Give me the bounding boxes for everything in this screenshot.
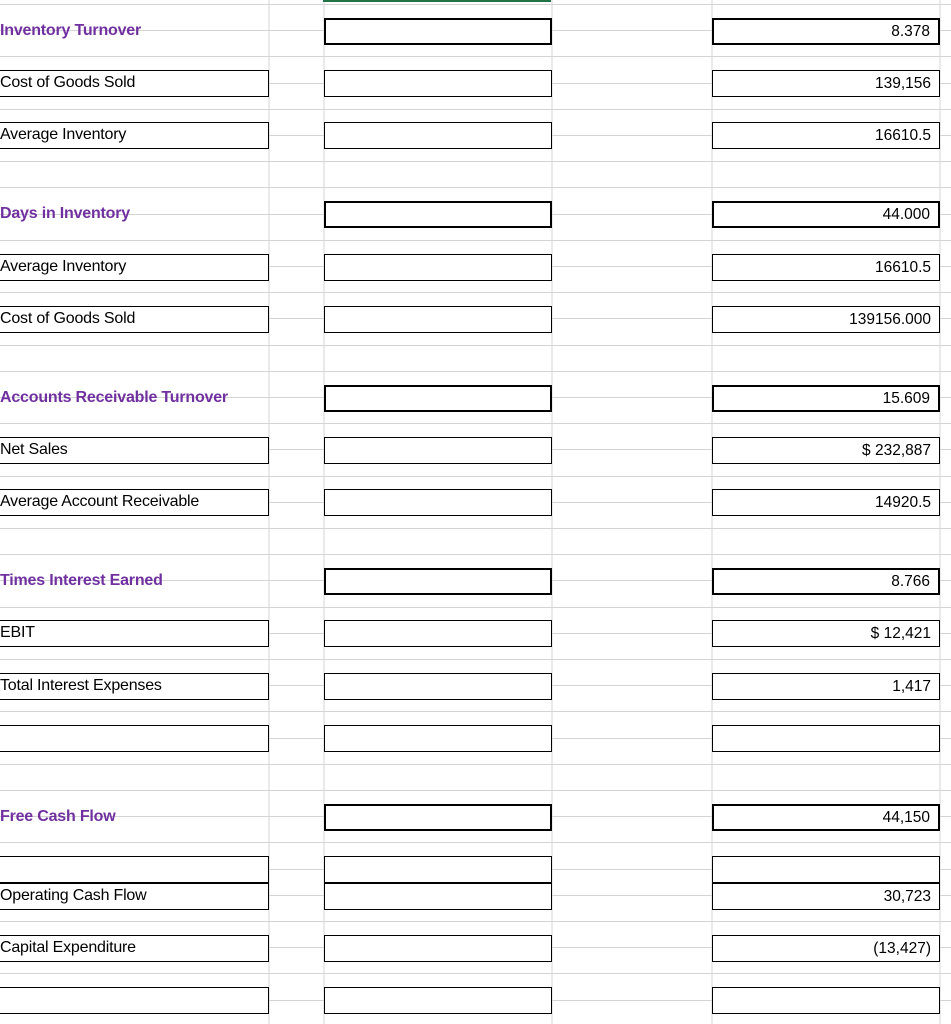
- value-text: 16610.5: [874, 258, 931, 276]
- value-text: $ 12,421: [870, 624, 931, 642]
- section-heading-label: Free Cash Flow: [0, 808, 116, 825]
- value-cell[interactable]: [712, 725, 940, 752]
- input-cell[interactable]: [324, 385, 552, 412]
- row-label: Total Interest Expenses: [0, 677, 162, 694]
- value-cell[interactable]: [712, 673, 940, 700]
- row-label: Capital Expenditure: [0, 939, 136, 956]
- input-cell[interactable]: [324, 306, 552, 333]
- value-cell[interactable]: [712, 437, 940, 464]
- value-cell[interactable]: [712, 70, 940, 97]
- row-label: Average Inventory: [0, 258, 127, 275]
- value-cell[interactable]: [712, 620, 940, 647]
- input-cell[interactable]: [324, 489, 552, 516]
- input-cell[interactable]: [324, 437, 552, 464]
- input-cell[interactable]: [324, 935, 552, 962]
- section-heading-label: Times Interest Earned: [0, 572, 163, 589]
- value-text: (13,427): [873, 939, 931, 957]
- input-cell[interactable]: [324, 122, 552, 149]
- label-cell-border[interactable]: [0, 987, 269, 1014]
- value-cell[interactable]: [712, 987, 940, 1014]
- input-cell[interactable]: [324, 620, 552, 647]
- input-cell[interactable]: [324, 201, 552, 228]
- row-label: EBIT: [0, 624, 35, 641]
- value-text: 16610.5: [874, 126, 931, 144]
- value-cell[interactable]: [712, 883, 940, 910]
- value-text: 139156.000: [849, 310, 931, 328]
- row-label: Operating Cash Flow: [0, 887, 147, 904]
- value-cell[interactable]: [712, 306, 940, 333]
- value-cell[interactable]: [712, 856, 940, 883]
- value-cell[interactable]: [712, 385, 940, 412]
- input-cell[interactable]: [324, 568, 552, 595]
- selection-indicator: [323, 0, 551, 2]
- value-text: 8.766: [891, 572, 930, 590]
- value-cell[interactable]: [712, 18, 940, 45]
- value-cell[interactable]: [712, 254, 940, 281]
- input-cell[interactable]: [324, 673, 552, 700]
- input-cell[interactable]: [324, 883, 552, 910]
- value-text: [713, 857, 931, 882]
- label-cell-border[interactable]: [0, 725, 269, 752]
- section-heading-label: Inventory Turnover: [0, 22, 142, 39]
- row-label: Cost of Goods Sold: [0, 310, 136, 327]
- value-text: [713, 726, 931, 751]
- value-text: 139,156: [874, 74, 931, 92]
- value-cell[interactable]: [712, 804, 940, 831]
- value-cell[interactable]: [712, 568, 940, 595]
- input-cell[interactable]: [324, 804, 552, 831]
- value-cell[interactable]: [712, 201, 940, 228]
- input-cell[interactable]: [324, 70, 552, 97]
- value-text: 44.000: [882, 205, 930, 223]
- value-text: $ 232,887: [862, 441, 931, 459]
- section-heading-label: Days in Inventory: [0, 205, 130, 222]
- value-cell[interactable]: [712, 489, 940, 516]
- row-label: Average Inventory: [0, 126, 127, 143]
- row-label: Cost of Goods Sold: [0, 74, 136, 91]
- label-cell-border[interactable]: [0, 856, 269, 883]
- input-cell[interactable]: [324, 725, 552, 752]
- value-cell[interactable]: [712, 122, 940, 149]
- input-cell[interactable]: [324, 18, 552, 45]
- value-text: 8.378: [891, 22, 930, 40]
- section-heading-label: Accounts Receivable Turnover: [0, 389, 228, 406]
- row-label: Average Account Receivable: [0, 493, 200, 510]
- row-label: Net Sales: [0, 441, 68, 458]
- label-cell-border[interactable]: [0, 620, 269, 647]
- input-cell[interactable]: [324, 987, 552, 1014]
- value-text: 1,417: [892, 677, 931, 695]
- input-cell[interactable]: [324, 856, 552, 883]
- value-text: 44,150: [882, 808, 930, 826]
- value-cell[interactable]: [712, 935, 940, 962]
- value-text: 14920.5: [874, 493, 931, 511]
- value-text: 15.609: [882, 389, 930, 407]
- input-cell[interactable]: [324, 254, 552, 281]
- value-text: 30,723: [883, 887, 931, 905]
- value-text: [713, 988, 931, 1013]
